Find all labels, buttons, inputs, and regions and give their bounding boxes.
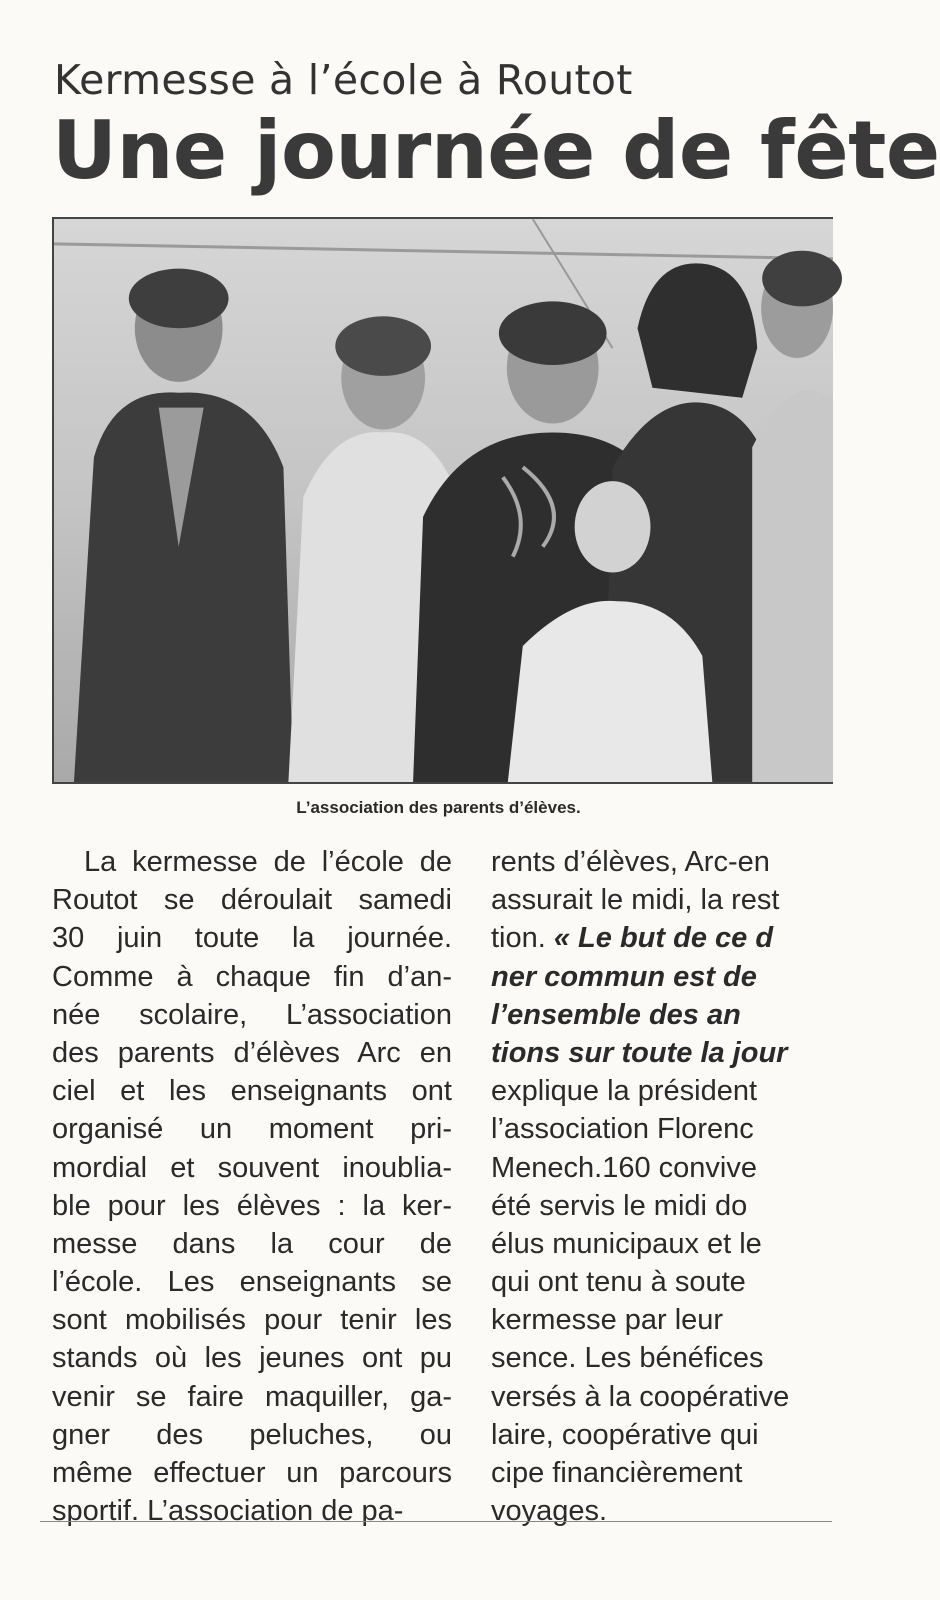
column1-line: stands où les jeunes ont pu [52,1342,452,1375]
column2-line [491,1225,851,1263]
column1-line: organisé un moment pri- [52,1113,452,1146]
column2-text: l’ensemble des an [491,998,741,1031]
group-photo-image [54,219,833,782]
column2-text: assurait le midi, la rest [491,884,780,917]
column2-line [491,1263,851,1301]
column2-text: laire, coopérative qui [491,1418,759,1451]
column2-text: l’association Florenc [491,1113,754,1146]
column2-line [491,1034,851,1072]
column1-line: La kermesse de l’école de [84,846,452,878]
column1-line: des parents d’élèves Arc en [52,1036,452,1069]
column1-line: venir se faire maquiller, ga- [52,1380,452,1413]
column2-text: versés à la coopérative [491,1380,790,1413]
column2-text: voyages. [491,1495,608,1528]
article-photo [52,217,833,784]
column2-line [491,1110,851,1148]
photo-caption: L’association des parents d’élèves. [296,798,581,817]
article-column-1 [52,843,452,1530]
article-headline: Une journée de fête [52,104,940,197]
column1-line: même effectuer un parcours [52,1457,452,1489]
column1-line: Comme à chaque fin d’an- [52,960,452,993]
column2-line [491,881,851,919]
column1-line: ble pour les élèves : la ker- [52,1189,452,1222]
column2-text: tions sur toute la jour [491,1036,788,1069]
column2-text: élus municipaux et le [491,1227,762,1260]
column2-line [491,1339,851,1377]
column2-line [491,1416,851,1454]
column2-line [491,919,851,957]
column2-line [491,1187,851,1225]
column2-line [491,958,851,996]
column1-line: ciel et les enseignants ont [52,1075,452,1108]
column1-line: gner des peluches, ou [52,1418,452,1451]
column1-line: sont mobilisés pour tenir les [52,1304,452,1337]
bottom-divider [40,1521,832,1522]
column2-quote: « Le but de ce d [553,922,774,955]
column2-line [491,1072,851,1110]
column2-line [491,1492,851,1530]
column2-line [491,843,851,881]
column1-line: née scolaire, L’association [52,998,452,1031]
column2-text: été servis le midi do [491,1189,748,1222]
column2-line [491,1378,851,1416]
column2-text: qui ont tenu à soute [491,1266,746,1299]
column2-line [491,1301,851,1339]
column2-line [491,1149,851,1187]
column2-text: tion. [491,922,554,955]
column2-text: explique la président [491,1075,758,1108]
column2-text: ner commun est de [491,960,757,993]
column2-text: cipe financièrement [491,1457,743,1489]
column1-line: 30 juin toute la journée. [52,922,452,955]
article-column-2 [491,843,851,1530]
column2-text: Menech.160 convive [491,1151,757,1184]
column1-line: mordial et souvent inoubliа- [52,1151,452,1184]
column1-line: messe dans la cour de [52,1227,452,1260]
column2-text: sence. Les bénéfices [491,1342,764,1375]
column2-text: kermesse par leur [491,1304,724,1337]
article-kicker: Kermesse à l’école à Routot [54,56,633,104]
column2-line [491,1454,851,1492]
column1-line: sportif. L’association de pa- [52,1495,404,1528]
column1-line: Routot se déroulait samedi [52,884,452,917]
column2-line [491,996,851,1034]
column2-text: rents d’élèves, Arc-en [491,846,770,878]
column1-line: l’école. Les enseignants se [52,1266,452,1299]
